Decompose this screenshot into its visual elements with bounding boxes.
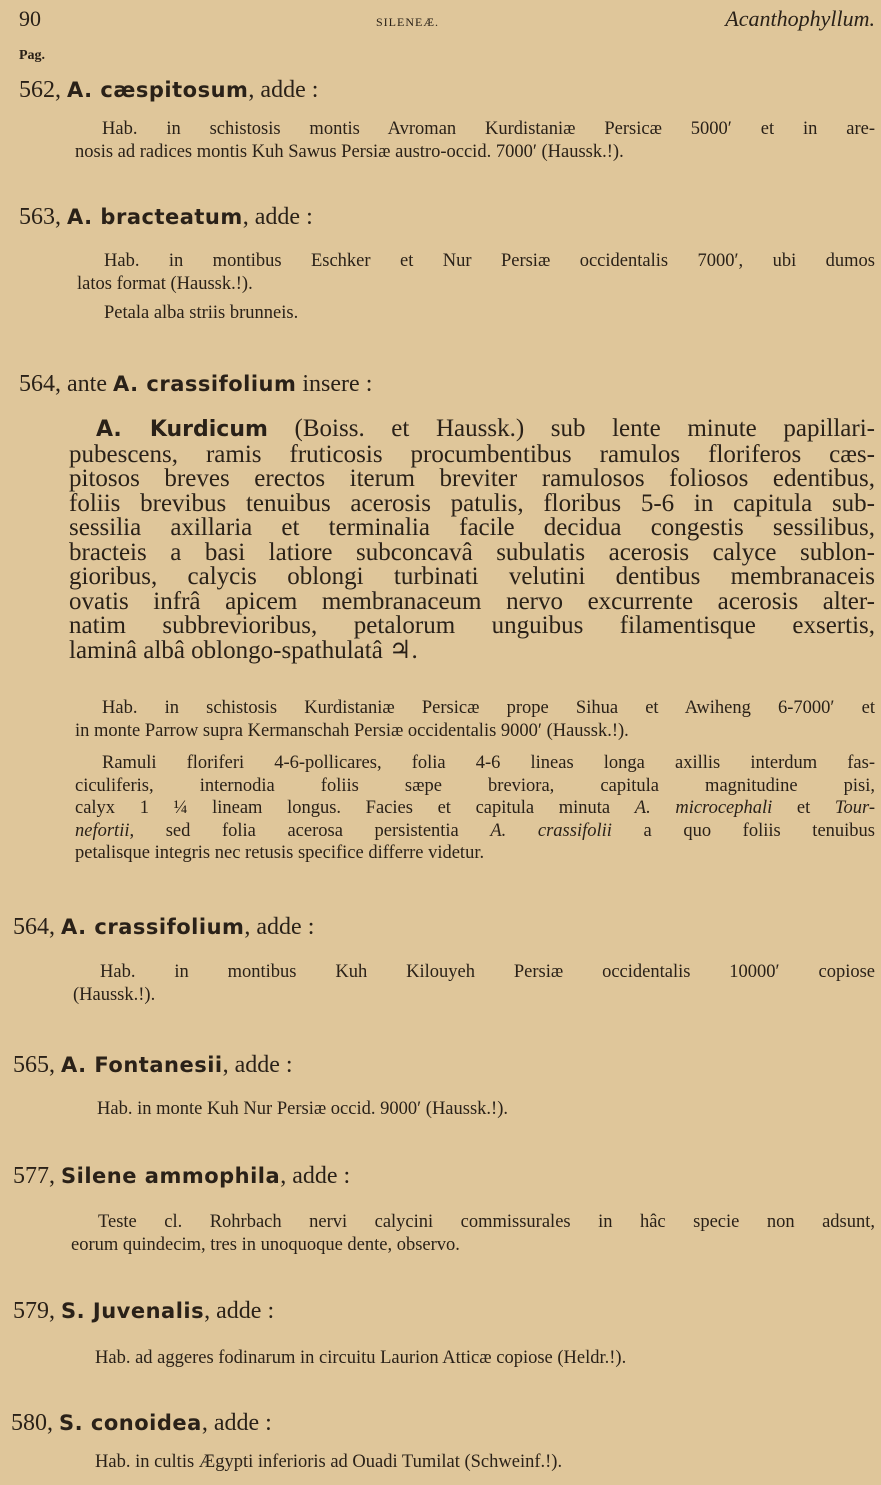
text-line: bracteis a basi latiore subconcavâ subulatis acerosis calyce sublon- <box>69 538 875 566</box>
text-line <box>75 820 875 843</box>
species-name: S. Juvenalis <box>61 1299 205 1323</box>
entry-heading <box>13 1163 350 1190</box>
species-name: A. crassifolium <box>61 915 245 939</box>
species-name: A. bracteatum <box>67 205 243 229</box>
entry-heading <box>13 1052 293 1079</box>
text-fragment: , sed folia acerosa persistentia <box>129 820 491 841</box>
entry-instruction: insere : <box>296 371 373 397</box>
text-line: Hab. in schistosis Kurdistaniæ Persicæ prope Sihua et Awiheng 6-7000′ et <box>102 698 875 718</box>
entry-number: 580, <box>11 1410 53 1436</box>
species-name: A. crassifolium <box>112 372 297 396</box>
species-name: A. cæspitosum <box>67 78 249 102</box>
entry-number: 564, <box>13 914 55 940</box>
species-note <box>75 752 875 865</box>
entry-heading <box>11 1410 272 1437</box>
entry-heading <box>13 1298 274 1325</box>
text-line: Petala alba striis brunneis. <box>104 303 299 323</box>
text-line: Hab. in montibus Eschker et Nur Persiæ occidentalis 7000′, ubi dumos <box>104 251 875 271</box>
entry-body <box>95 1451 562 1474</box>
entry-heading <box>19 77 318 104</box>
text-line: Hab. ad aggeres fodinarum in circuitu Laurion Atticæ copiose (Heldr.!). <box>95 1348 627 1368</box>
text-line: latos format (Haussk.!). <box>77 273 253 294</box>
entry-heading <box>13 914 314 941</box>
habitat-text <box>75 697 875 742</box>
entry-body <box>95 1347 626 1370</box>
new-species-name: A. Kurdicum <box>96 417 268 442</box>
entry-instruction: , adde : <box>201 1410 272 1436</box>
text-line: (Haussk.!). <box>73 984 156 1005</box>
entry-instruction: , adde : <box>244 914 315 940</box>
text-line: in monte Parrow supra Kermanschah Persiæ occidentalis 9000′ (Haussk.!). <box>75 720 629 741</box>
entry-instruction: , adde : <box>242 204 313 230</box>
entry-heading <box>19 371 372 398</box>
text-line: pubescens, ramis fruticosis procumbentibus ramulos floriferos cæs- <box>69 440 875 468</box>
running-title: SILENEÆ. <box>376 15 439 29</box>
text-line: petalisque integris nec retusis specifice differre videtur. <box>75 843 485 863</box>
entry-body <box>77 250 875 325</box>
text-line: Hab. in monte Kuh Nur Persiæ occid. 9000′ (Haussk.!). <box>97 1099 508 1119</box>
entry-heading <box>19 204 313 231</box>
entry-number: 562, <box>19 77 61 103</box>
entry-body <box>71 1211 875 1256</box>
entry-body <box>75 118 875 163</box>
text-line: ovatis infrâ apicem membranaceum nervo excurrente acerosis alter- <box>69 587 875 615</box>
page-number: 90 <box>19 6 41 31</box>
species-description <box>69 417 875 663</box>
pag-label: Pag. <box>19 48 46 63</box>
text-fragment: (Boiss. et Haussk.) sub lente minute papillari- <box>267 415 875 442</box>
species-name: Silene ammophila <box>61 1164 281 1188</box>
entry-instruction: , adde : <box>222 1052 293 1078</box>
entry-prefix: ante <box>67 371 113 397</box>
text-line: ciculiferis, internodia foliis sæpe breviora, capitula magnitudine pisi, <box>75 775 875 796</box>
text-line: pitosos breves erectos iterum breviter ramulosos foliosos edentibus, <box>69 465 875 492</box>
text-fragment: et <box>772 798 835 818</box>
text-line: foliis brevibus tenuibus acerosis patulis, floribus 5-6 in capitula sub- <box>69 489 875 517</box>
text-fragment: calyx 1 ¼ lineam longus. Facies et capitula minuta <box>75 798 635 818</box>
running-genus: Acanthophyllum. <box>725 6 875 31</box>
text-line: Hab. in cultis Ægypti inferioris ad Ouadi Tumilat (Schweinf.!). <box>95 1452 563 1472</box>
entry-instruction: , adde : <box>204 1298 275 1324</box>
text-line: gioribus, calycis oblongi turbinati velutini dentibus membranaceis <box>69 563 875 590</box>
taxon-reference: A. crassifolii <box>490 820 612 841</box>
text-line <box>75 797 875 820</box>
text-line: nosis ad radices montis Kuh Sawus Persiæ austro-occid. 7000′ (Haussk.!). <box>75 141 624 162</box>
text-line: Hab. in montibus Kuh Kilouyeh Persiæ occidentalis 10000′ copiose <box>100 962 875 982</box>
entry-number: 565, <box>13 1052 55 1078</box>
text-line <box>69 417 875 443</box>
text-line: Ramuli floriferi 4-6-pollicares, folia 4-6 lineas longa axillis interdum fas- <box>102 753 875 773</box>
text-line: Hab. in schistosis montis Avroman Kurdistaniæ Persicæ 5000′ et in are- <box>102 119 875 139</box>
text-line: eorum quindecim, tres in unoquoque dente, observo. <box>71 1234 460 1255</box>
taxon-reference: nefortii <box>75 820 130 841</box>
text-line: laminâ albâ oblongo-spathulatâ ♃. <box>69 636 418 664</box>
entry-number: 577, <box>13 1163 55 1189</box>
entry-instruction: , adde : <box>280 1163 351 1189</box>
text-line: Teste cl. Rohrbach nervi calycini commissurales in hâc specie non adsunt, <box>98 1212 875 1232</box>
text-line: natim subbrevioribus, petalorum unguibus filamentisque exsertis, <box>69 612 875 639</box>
text-fragment: a quo foliis tenuibus <box>611 820 875 841</box>
text-line: sessilia axillaria et terminalia facile decidua congestis sessilibus, <box>69 514 875 541</box>
entry-number: 579, <box>13 1298 55 1324</box>
entry-number: 564, <box>19 371 61 397</box>
entry-body <box>73 961 875 1006</box>
taxon-reference: A. microcephali <box>634 798 773 818</box>
species-name: S. conoidea <box>59 1411 202 1435</box>
entry-body <box>97 1098 508 1121</box>
entry-number: 563, <box>19 204 61 230</box>
species-name: A. Fontanesii <box>61 1053 223 1077</box>
entry-instruction: , adde : <box>248 77 319 103</box>
taxon-reference: Tour- <box>834 798 875 818</box>
